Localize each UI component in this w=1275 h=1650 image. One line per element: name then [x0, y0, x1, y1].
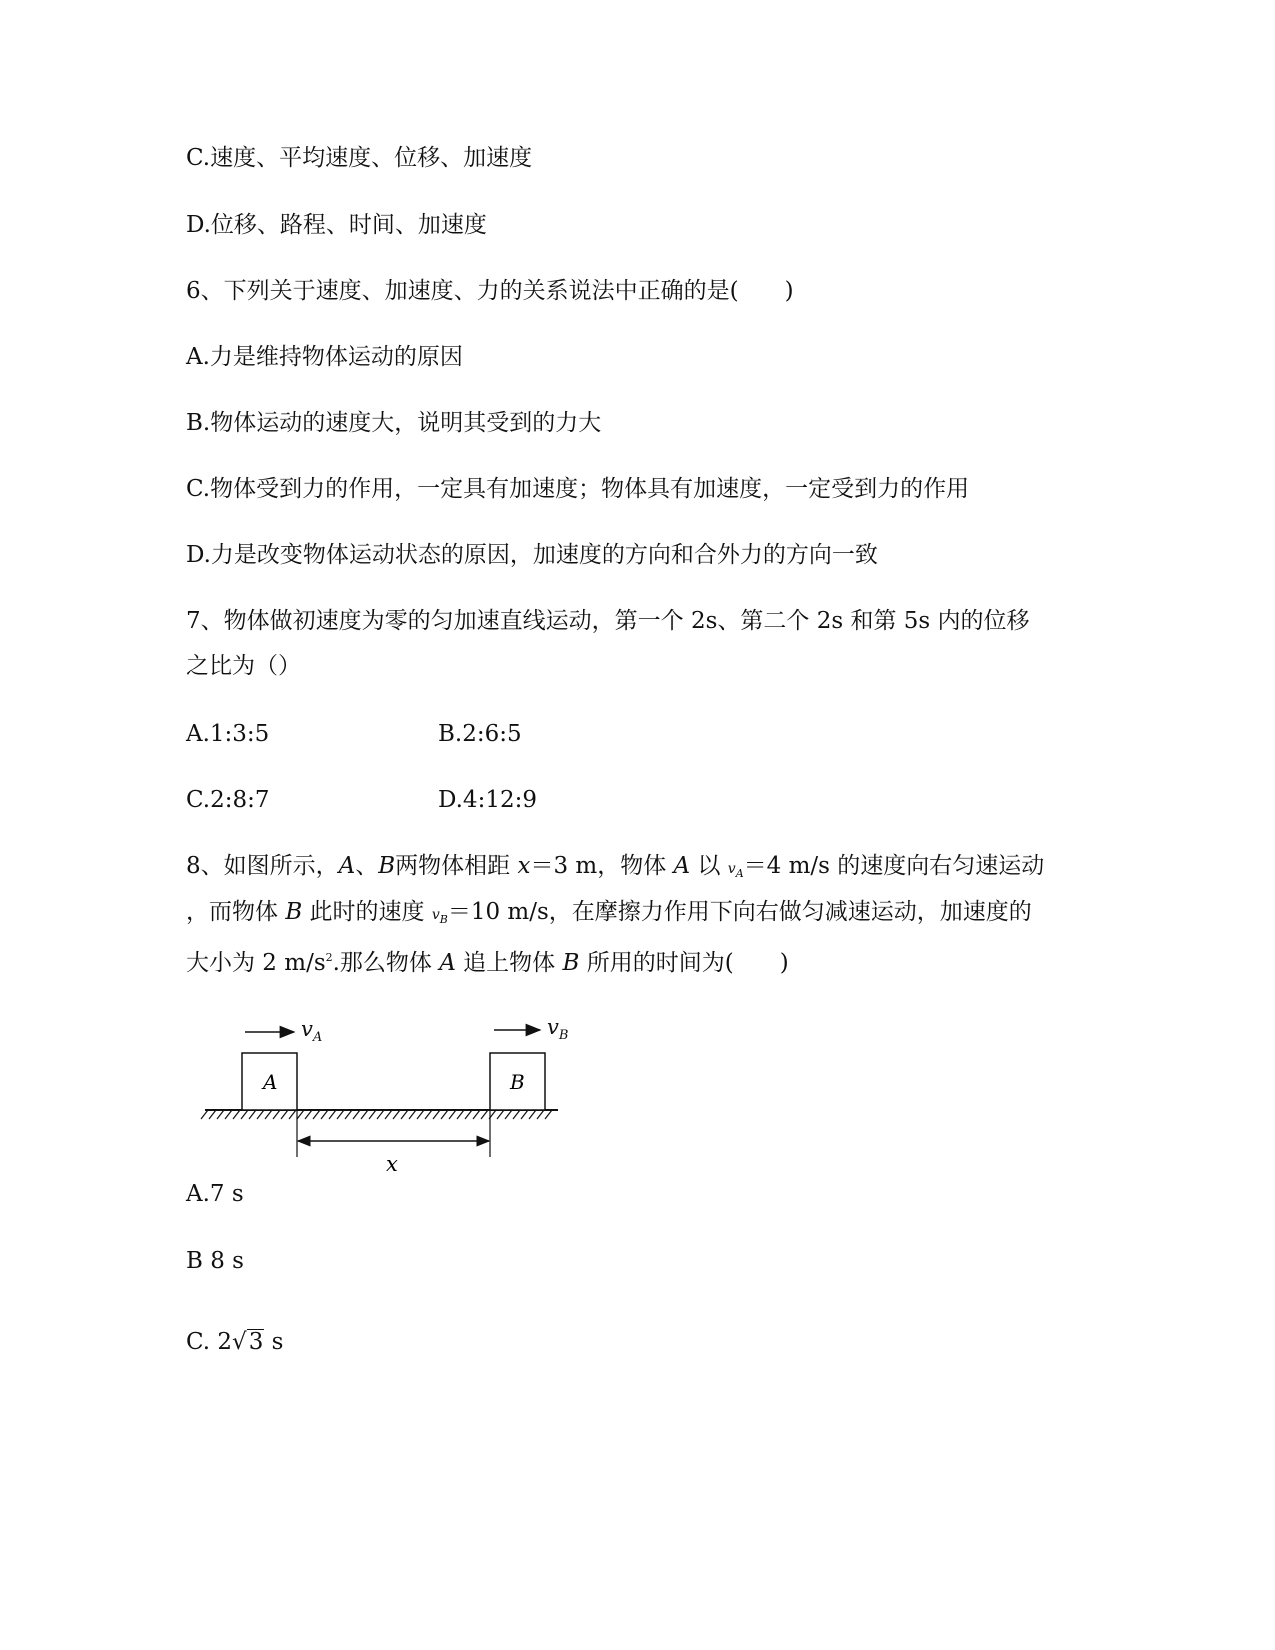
- q8-option-c-prefix: C. 2: [186, 1329, 233, 1355]
- q6-option-a: A.力是维持物体运动的原因: [186, 344, 463, 370]
- sqrt-radicand: 3: [248, 1329, 264, 1355]
- hatch-mark: [433, 1110, 440, 1119]
- hatch-mark: [537, 1110, 544, 1119]
- q8-var-v: v: [431, 907, 440, 923]
- q8-var-a: A: [439, 950, 456, 976]
- ground-hatch: [201, 1110, 552, 1119]
- hatch-mark: [385, 1110, 392, 1119]
- q5-option-d: D.位移、路程、时间、加速度: [186, 212, 487, 238]
- q8-text: 、: [355, 853, 379, 879]
- hatch-mark: [481, 1110, 488, 1119]
- hatch-mark: [425, 1110, 432, 1119]
- q8-text: ，而物体: [186, 899, 286, 925]
- q8-option-c-unit: s: [264, 1329, 284, 1355]
- hatch-mark: [441, 1110, 448, 1119]
- q7-option-c: C.2:8:7: [186, 787, 270, 813]
- q8-text: 两物体相距: [395, 853, 518, 879]
- hatch-mark: [329, 1110, 336, 1119]
- q8-option-b: B 8 s: [186, 1248, 244, 1274]
- q8-var-b: B: [562, 950, 580, 976]
- distance-label: x: [386, 1152, 398, 1175]
- block-b-label: B: [510, 1070, 525, 1094]
- hatch-mark: [457, 1110, 464, 1119]
- q8-subscript: B: [439, 913, 448, 926]
- q8-stem-line2: [186, 897, 1032, 935]
- hatch-mark: [497, 1110, 504, 1119]
- q8-stem-line1: [186, 851, 1044, 889]
- hatch-mark: [529, 1110, 536, 1119]
- hatch-mark: [313, 1110, 320, 1119]
- hatch-mark: [401, 1110, 408, 1119]
- q8-text: ＝4 m/s 的速度向右匀速运动: [743, 853, 1045, 879]
- hatch-mark: [377, 1110, 384, 1119]
- hatch-mark: [417, 1110, 424, 1119]
- hatch-mark: [361, 1110, 368, 1119]
- q8-superscript: 2: [325, 951, 333, 964]
- q8-text: ＝10 m/s，在摩擦力作用下向右做匀减速运动，加速度的: [447, 899, 1032, 925]
- q7-option-b: B.2:6:5: [438, 721, 522, 747]
- q8-var-a: A: [338, 853, 356, 879]
- q6-option-d: D.力是改变物体运动状态的原因，加速度的方向和合外力的方向一致: [186, 542, 878, 568]
- hatch-mark: [257, 1110, 264, 1119]
- q8-var-b: B: [285, 899, 303, 925]
- q8-text: 所用的时间为( ): [579, 950, 789, 976]
- hatch-mark: [449, 1110, 456, 1119]
- q8-subscript: A: [735, 867, 744, 880]
- q8-option-a: A.7 s: [186, 1181, 244, 1207]
- q8-var-b: B: [378, 853, 396, 879]
- q8-option-c: [186, 1327, 283, 1357]
- sqrt-symbol: √3: [232, 1329, 264, 1355]
- hatch-mark: [289, 1110, 296, 1119]
- q8-stem-line3: [186, 943, 789, 978]
- q8-text: ＝3 m，物体: [530, 853, 674, 879]
- q8-text: 8、如图所示，: [186, 853, 339, 879]
- hatch-mark: [393, 1110, 400, 1119]
- q8-text: 以: [690, 853, 728, 879]
- hatch-mark: [321, 1110, 328, 1119]
- q5-option-c: C.速度、平均速度、位移、加速度: [186, 145, 533, 171]
- hatch-mark: [217, 1110, 224, 1119]
- hatch-mark: [281, 1110, 288, 1119]
- vb-v: v: [547, 1015, 559, 1039]
- q6-option-c: C.物体受到力的作用，一定具有加速度；物体具有加速度，一定受到力的作用: [186, 476, 970, 502]
- hatch-mark: [513, 1110, 520, 1119]
- hatch-mark: [297, 1110, 304, 1119]
- hatch-mark: [473, 1110, 480, 1119]
- hatch-mark: [353, 1110, 360, 1119]
- hatch-mark: [233, 1110, 240, 1119]
- q8-text: 大小为 2 m/s: [186, 950, 326, 976]
- hatch-mark: [225, 1110, 232, 1119]
- q8-figure: [200, 1015, 580, 1175]
- q7-option-d: D.4:12:9: [438, 787, 537, 813]
- q8-var-a: A: [673, 853, 691, 879]
- hatch-mark: [505, 1110, 512, 1119]
- q7-stem-line1: 7、物体做初速度为零的匀加速直线运动，第一个 2s、第二个 2s 和第 5s 内的位移: [186, 608, 1030, 634]
- q6-option-b: B.物体运动的速度大，说明其受到的力大: [186, 410, 602, 436]
- hatch-mark: [465, 1110, 472, 1119]
- q8-text: 追上物体: [455, 950, 563, 976]
- hatch-mark: [209, 1110, 216, 1119]
- q8-text: .那么物体: [332, 950, 440, 976]
- vb-sub: B: [558, 1028, 569, 1043]
- va-sub: A: [312, 1030, 323, 1045]
- vb-label: [547, 1015, 568, 1043]
- hatch-mark: [201, 1110, 208, 1119]
- block-a-label: A: [263, 1070, 278, 1094]
- q7-stem-line2: 之比为（）: [186, 653, 301, 679]
- hatch-mark: [273, 1110, 280, 1119]
- va-v: v: [301, 1017, 313, 1041]
- hatch-mark: [345, 1110, 352, 1119]
- hatch-mark: [241, 1110, 248, 1119]
- hatch-mark: [337, 1110, 344, 1119]
- q8-text: 此时的速度: [302, 899, 432, 925]
- hatch-mark: [265, 1110, 272, 1119]
- hatch-mark: [369, 1110, 376, 1119]
- hatch-mark: [409, 1110, 416, 1119]
- va-label: [301, 1017, 322, 1045]
- hatch-mark: [545, 1110, 552, 1119]
- hatch-mark: [521, 1110, 528, 1119]
- q8-var-x: x: [517, 853, 531, 879]
- q8-var-v: v: [727, 861, 736, 877]
- q6-stem: 6、下列关于速度、加速度、力的关系说法中正确的是( ): [186, 278, 794, 304]
- q7-option-a: A.1:3:5: [186, 721, 270, 747]
- hatch-mark: [305, 1110, 312, 1119]
- hatch-mark: [249, 1110, 256, 1119]
